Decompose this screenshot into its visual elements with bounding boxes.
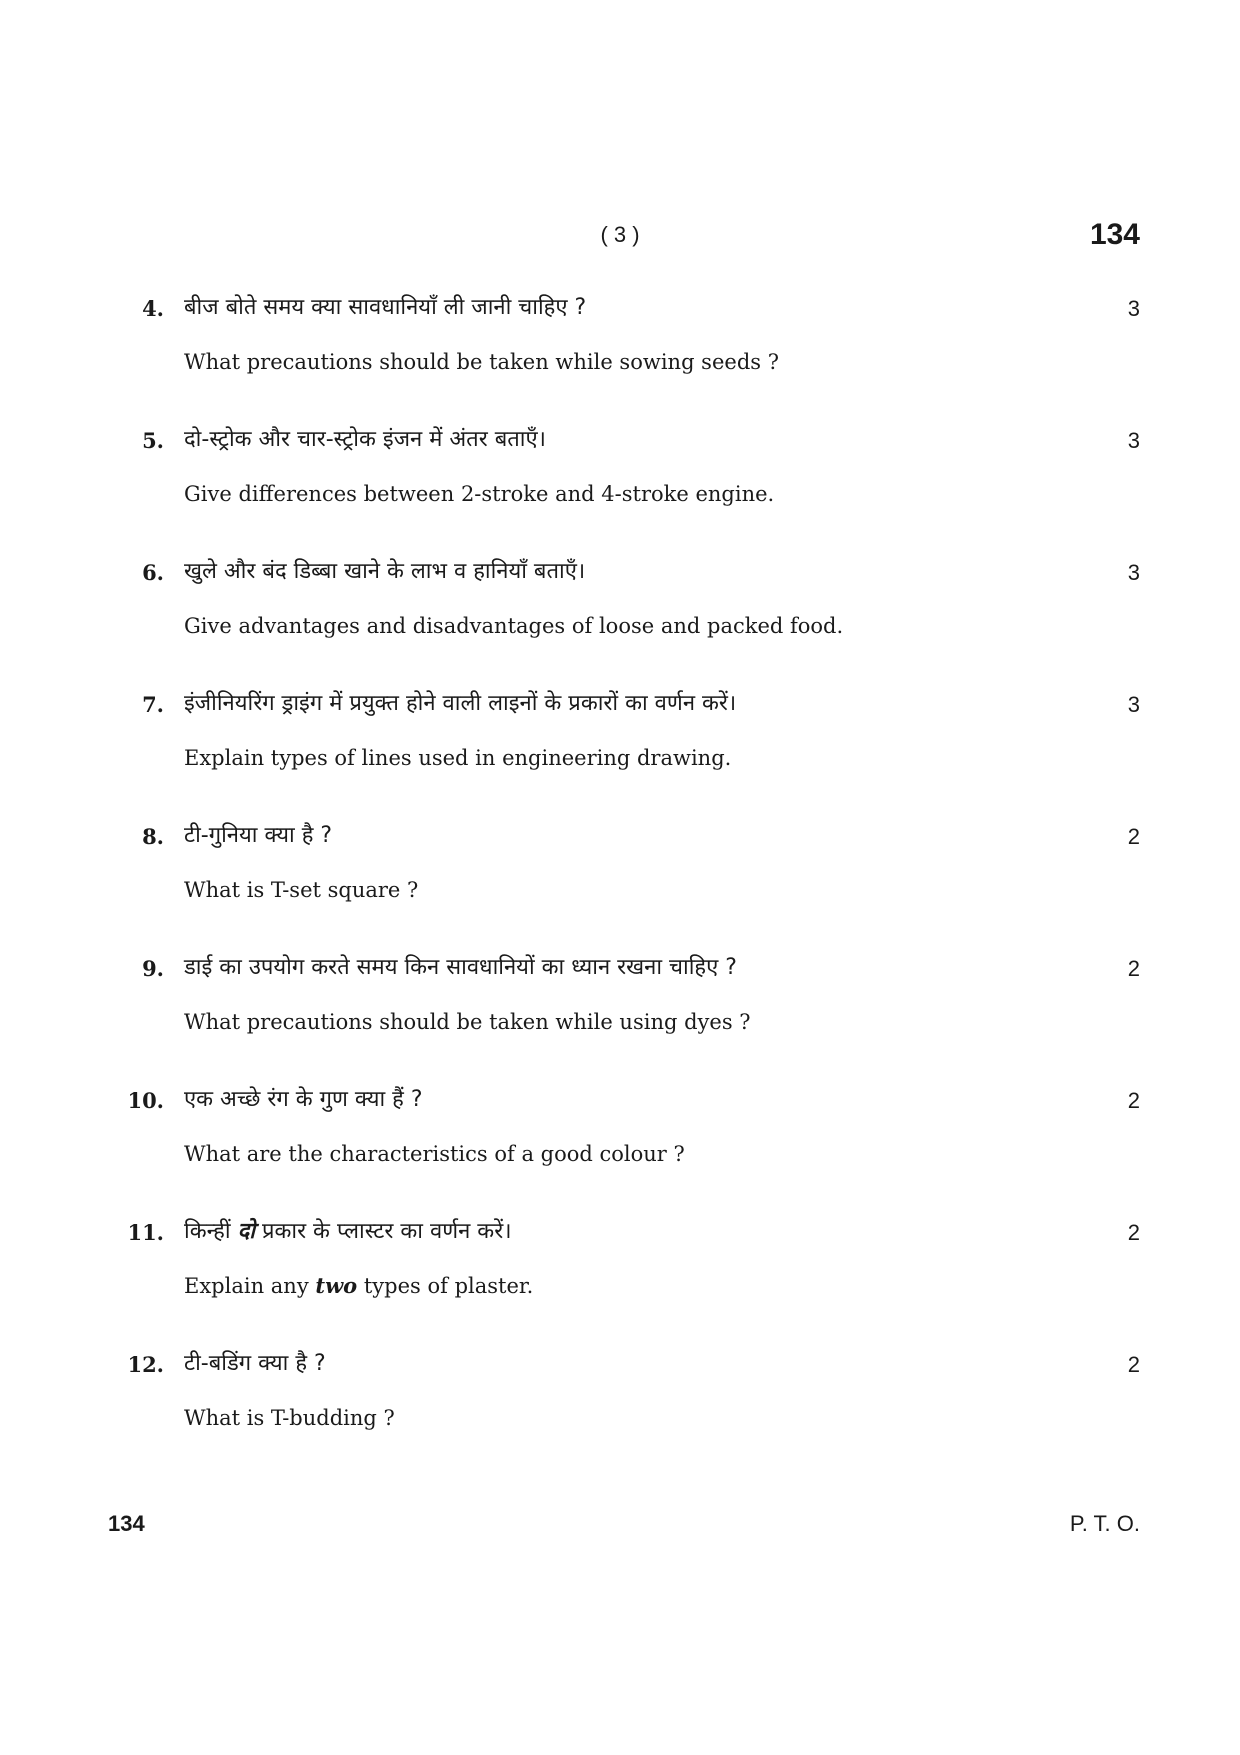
question-number: 5. bbox=[142, 428, 164, 453]
question-number: 7. bbox=[142, 692, 164, 717]
question-text-hindi: डाई का उपयोग करते समय किन सावधानियों का ध्यान रखना चाहिए ? bbox=[184, 955, 737, 980]
question-number: 8. bbox=[142, 824, 164, 849]
question-list bbox=[100, 292, 1140, 1480]
hindi-text-after: प्रकार के प्लास्टर का वर्णन करें। bbox=[261, 1219, 512, 1244]
question-item bbox=[100, 1084, 1140, 1216]
question-item bbox=[100, 1216, 1140, 1348]
paper-code-footer: 134 bbox=[108, 1511, 145, 1536]
question-marks: 2 bbox=[1127, 956, 1140, 981]
question-text-english: Explain types of lines used in engineering drawing. bbox=[184, 746, 732, 770]
question-text-english: What precautions should be taken while using dyes ? bbox=[184, 1010, 751, 1034]
question-number: 6. bbox=[142, 560, 164, 585]
question-item bbox=[100, 952, 1140, 1084]
question-number: 10. bbox=[127, 1088, 164, 1113]
question-marks: 3 bbox=[1127, 296, 1140, 321]
question-text-english: What are the characteristics of a good colour ? bbox=[184, 1142, 685, 1166]
please-turn-over: P. T. O. bbox=[1069, 1511, 1140, 1536]
question-text-hindi: खुले और बंद डिब्बा खाने के लाभ व हानियाँ बताएँ। bbox=[184, 559, 586, 584]
question-text-hindi: टी-बडिंग क्या है ? bbox=[184, 1351, 326, 1376]
question-marks: 2 bbox=[1127, 824, 1140, 849]
page-number: ( 3 ) bbox=[600, 222, 640, 247]
question-text-hindi: बीज बोते समय क्या सावधानियाँ ली जानी चाहिए ? bbox=[184, 295, 587, 320]
question-text-english: What is T-budding ? bbox=[184, 1406, 395, 1430]
question-text-english: What is T-set square ? bbox=[184, 878, 419, 902]
question-text-english: What precautions should be taken while sowing seeds ? bbox=[184, 350, 779, 374]
question-marks: 3 bbox=[1127, 560, 1140, 585]
english-text-after: types of plaster. bbox=[363, 1274, 534, 1298]
question-marks: 2 bbox=[1127, 1088, 1140, 1113]
question-text-hindi: इंजीनियरिंग ड्राइंग में प्रयुक्त होने वाली लाइनों के प्रकारों का वर्णन करें। bbox=[184, 691, 737, 716]
paper-code-header: 134 bbox=[1089, 218, 1140, 251]
english-text-before: Explain any bbox=[184, 1274, 309, 1298]
question-text-english bbox=[184, 1270, 1044, 1302]
question-marks: 3 bbox=[1127, 428, 1140, 453]
question-item bbox=[100, 556, 1140, 688]
english-emphasis: two bbox=[315, 1273, 358, 1298]
question-item bbox=[100, 820, 1140, 952]
question-marks: 3 bbox=[1127, 692, 1140, 717]
question-text-english: Give differences between 2-stroke and 4-stroke engine. bbox=[184, 482, 775, 506]
question-number: 9. bbox=[142, 956, 164, 981]
question-item bbox=[100, 1348, 1140, 1480]
question-marks: 2 bbox=[1127, 1220, 1140, 1245]
question-text-english: Give advantages and disadvantages of loose and packed food. bbox=[184, 614, 844, 638]
question-text-hindi: दो-स्ट्रोक और चार-स्ट्रोक इंजन में अंतर बताएँ। bbox=[184, 427, 547, 452]
question-number: 12. bbox=[127, 1352, 164, 1377]
hindi-emphasis: दो bbox=[237, 1219, 255, 1244]
question-number: 11. bbox=[127, 1220, 164, 1245]
question-item bbox=[100, 688, 1140, 820]
hindi-text-before: किन्हीं bbox=[184, 1219, 231, 1244]
question-marks: 2 bbox=[1127, 1352, 1140, 1377]
question-text-hindi bbox=[184, 1216, 1044, 1248]
question-text-hindi: टी-गुनिया क्या है ? bbox=[184, 823, 333, 848]
question-item bbox=[100, 292, 1140, 424]
question-item bbox=[100, 424, 1140, 556]
question-number: 4. bbox=[142, 296, 164, 321]
question-text-hindi: एक अच्छे रंग के गुण क्या हैं ? bbox=[184, 1087, 423, 1112]
